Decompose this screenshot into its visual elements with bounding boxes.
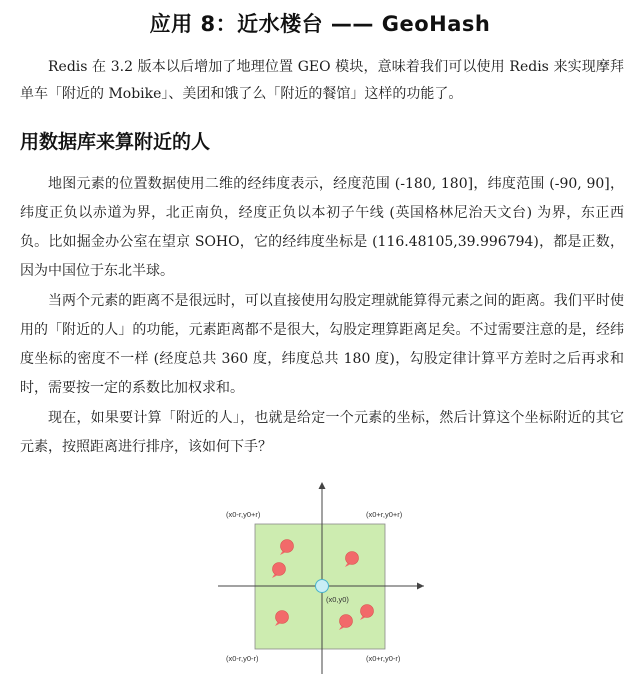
corner-label-bottom-right: (x0+r,y0-r) bbox=[366, 654, 401, 663]
center-point bbox=[316, 580, 329, 593]
nearby-search-diagram bbox=[210, 474, 430, 679]
body-paragraph-question: 现在，如果要计算「附近的人」，也就是给定一个元素的坐标，然后计算这个坐标附近的其它元素，按照距离进行排序，该如何下手？ bbox=[20, 410, 624, 455]
page-title: 应用 8：近水楼台 —— GeoHash bbox=[149, 12, 491, 36]
corner-label-top-left: (x0-r,y0+r) bbox=[226, 510, 261, 519]
section-heading: 用数据库来算附近的人 bbox=[20, 131, 211, 153]
body-paragraph-coordinates: 地图元素的位置数据使用二维的经纬度表示，经度范围 (-180, 180]，纬度范围 (-90, 90]，纬度正负以赤道为界，北正南负，经度正负以本初子午线 (英国格林尼治天文台) 为界，东正西负。比如掘金办公室在望京 SOHO，它的经纬度坐标是 (116.48105,39.996794)，都是正数，因为中国位于东北半球。 bbox=[20, 176, 624, 279]
center-label: (x0,y0) bbox=[326, 595, 349, 604]
y-axis-arrow-icon bbox=[319, 482, 326, 489]
corner-label-bottom-left: (x0-r,y0-r) bbox=[226, 654, 259, 663]
corner-label-top-right: (x0+r,y0+r) bbox=[366, 510, 403, 519]
x-axis-arrow-icon bbox=[417, 583, 424, 590]
body-paragraph-distance: 当两个元素的距离不是很远时，可以直接使用勾股定理就能算得元素之间的距离。我们平时使用的「附近的人」的功能，元素距离都不是很大，勾股定理算距离足矣。不过需要注意的是，经纬度坐标的密度不一样 (经度总共 360 度，纬度总共 180 度)，勾股定律计算平方差时之后再求和时，需要按一定的系数比加权求和。 bbox=[20, 293, 624, 396]
intro-paragraph: Redis 在 3.2 版本以后增加了地理位置 GEO 模块，意味着我们可以使用 Redis 来实现摩拜单车「附近的 Mobike」、美团和饿了么「附近的餐馆」这样的功能了。 bbox=[20, 59, 624, 102]
